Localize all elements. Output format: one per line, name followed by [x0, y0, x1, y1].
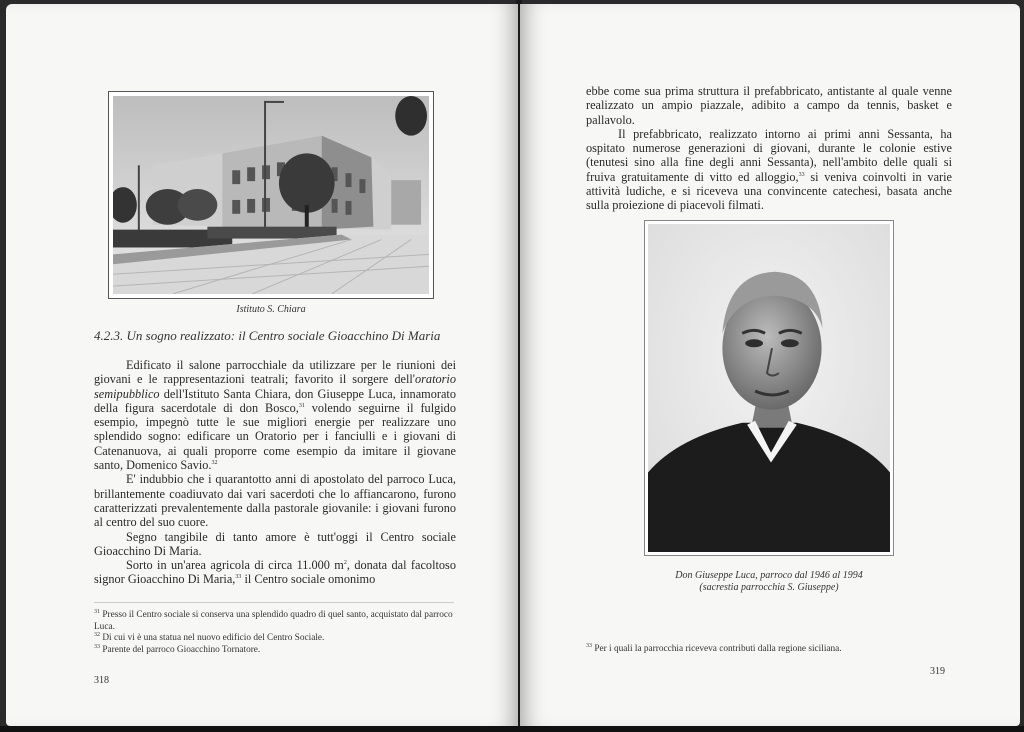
portrait-caption	[624, 570, 914, 594]
paragraph: ebbe come sua prima struttura il prefabbricato, antistante al quale venne realizzato un ampio piazzale, adibito a campo da tennis, basket e pallavolo.	[586, 84, 952, 127]
right-body-text	[586, 84, 952, 213]
paragraph: Il prefabbricato, realizzato intorno ai primi anni Sessanta, ha ospitato numerose generazioni di giovani, durante le colonie estive (tenutesi sino alla fine degli anni Sessanta), nell'ambito delle quali si fruiva gratuitamente di vitto ed alloggio,$^{33}$ si veniva coinvolti in varie attività ludiche, e si riceveva una convincente catechesi, basata anche sulla proiezione di piacevoli filmati.	[586, 126, 952, 213]
portrait-photo	[644, 220, 894, 556]
photo-caption: Istituto S. Chiara	[236, 304, 306, 315]
footnote-divider	[94, 602, 454, 603]
paragraph: Edificato il salone parrocchiale da utilizzare per le riunioni dei giovani e le rappresentazioni teatrali; favorito il sorgere dell'oratorio semipubblico dell'Istituto Santa Chiara, don Giuseppe Luca, innamorato della figura sacerdotale di don Bosco,$^{31}$ volendo seguirne il fulgido esempio, impegnò tutte le sue migliori energie per realizzare uno splendido sogno: edificare un Oratorio per i fanciulli e i giovani di Catenanuova, ai quali proporre come esempio da imitare il giovane santo, Domenico Savio.$^{32}$	[94, 358, 456, 473]
footnote: $^{31}$ Presso il Centro sociale si conserva una splendido quadro di quel santo, acquistato dal parroco Luca.	[94, 608, 453, 632]
caption-line: (sacrestia parrocchia S. Giuseppe)	[699, 582, 839, 593]
bottom-edge	[0, 726, 1024, 732]
caption-line: Don Giuseppe Luca, parroco dal 1946 al 1994	[675, 570, 863, 581]
section-heading: 4.2.3. Un sogno realizzato: il Centro sociale Gioacchino Di Maria	[94, 328, 441, 343]
page-number: 319	[930, 666, 945, 677]
paragraph: Segno tangibile di tanto amore è tutt'oggi il Centro sociale Gioacchino Di Maria.	[94, 529, 456, 558]
footnotes	[94, 610, 466, 656]
footnote: $^{33}$ Per i quali la parrocchia riceveva contributi dalla regione siciliana.	[586, 642, 842, 654]
footnote: $^{32}$ Di cui vi è una statua nel nuovo edificio del Centro Sociale.	[94, 631, 325, 643]
left-page	[6, 4, 518, 726]
footnote: $^{33}$ Parente del parroco Gioacchino Tornatore.	[94, 643, 261, 655]
building-photo	[108, 91, 434, 299]
right-page	[520, 4, 1020, 726]
paragraph: Sorto in un'area agricola di circa 11.000 $m^2$, donata dal facoltoso signor Gioacchino Di Maria,$^{33}$ il Centro sociale omonimo	[94, 558, 456, 587]
left-body-text	[94, 358, 456, 587]
footnotes	[586, 644, 956, 654]
page-number: 318	[94, 675, 109, 686]
paragraph: E' indubbio che i quarantotto anni di apostolato del parroco Luca, brillantemente coadiuvato dai vari sacerdoti che lo affiancarono, furono caratterizzati prevalentemente dalla pastorale giovanile: i giovani furono al centro del suo cuore.	[94, 472, 456, 530]
